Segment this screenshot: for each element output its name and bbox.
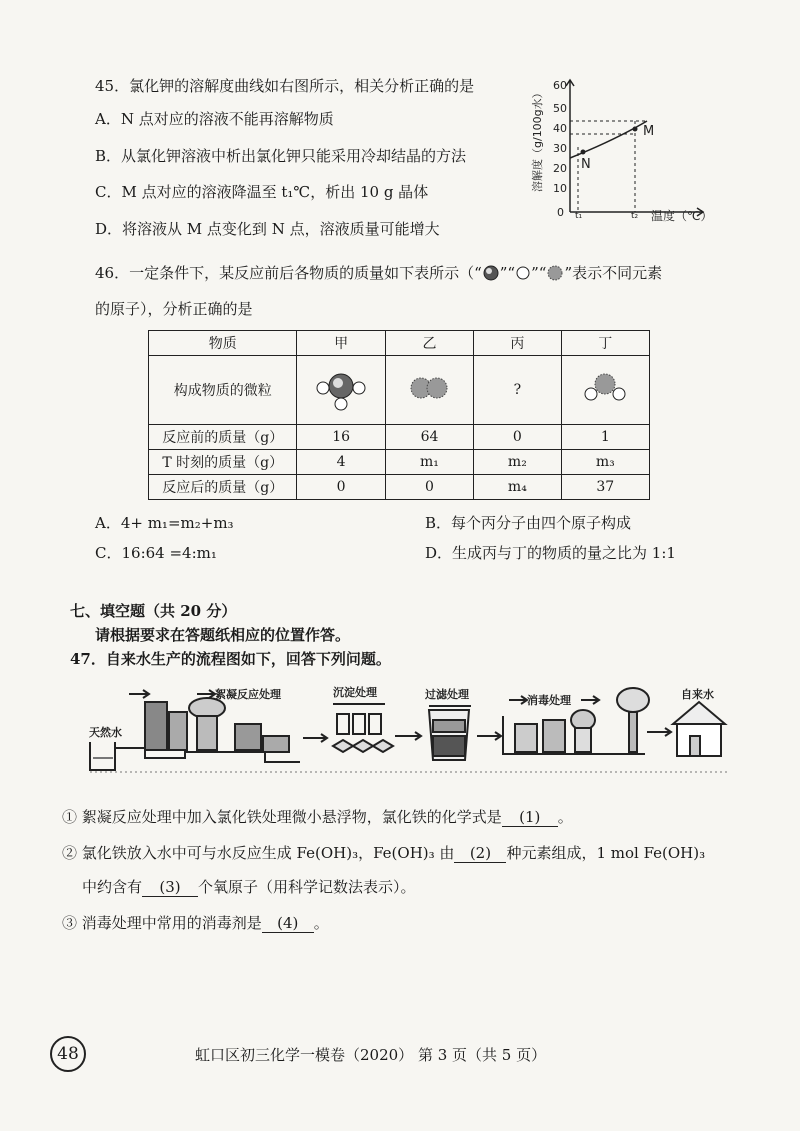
solubility-graph	[515, 72, 755, 232]
jia-molecule-icon	[311, 364, 371, 412]
point-n-label: N	[581, 157, 591, 172]
flow-disinfect: 消毒处理	[527, 694, 571, 707]
flow-sediment: 沉淀处理	[333, 686, 377, 699]
particle-label: 构成物质的微粒	[149, 356, 297, 425]
page-number-badge: 48	[50, 1036, 86, 1072]
q45-stem: 45．氯化钾的溶解度曲线如右图所示，相关分析正确的是	[95, 77, 475, 95]
table-cell: m₁	[385, 450, 473, 475]
q47-item1: ① 絮凝反应处理中加入氯化铁处理微小悬浮物，氯化铁的化学式是 (1) 。	[62, 808, 573, 826]
flow-natural-water: 天然水	[89, 726, 122, 739]
y-tick: 20	[553, 162, 567, 175]
answer-blank-1: (1)	[502, 808, 558, 827]
y-tick: 60	[553, 79, 567, 92]
ding-molecule-icon	[575, 368, 635, 408]
t2-label: t₂	[631, 211, 639, 221]
q47-item2-line2: 中约含有 (3) 个氧原子（用科学记数法表示）。	[82, 878, 416, 896]
table-cell: m₂	[474, 450, 561, 475]
q45-option-b: B．从氯化钾溶液中析出氯化钾只能采用冷却结晶的方法	[95, 147, 467, 165]
footer-text: 虹口区初三化学一模卷（2020） 第 3 页（共 5 页）	[195, 1046, 547, 1064]
q47-item3: ③ 消毒处理中常用的消毒剂是 (4) 。	[62, 914, 329, 932]
q47-item2: ② 氯化铁放入水中可与水反应生成 Fe(OH)₃，Fe(OH)₃ 由 (2) 种元素组成，1 mol Fe(OH)₃	[62, 844, 706, 862]
flow-coag: 絮凝反应处理	[215, 688, 281, 701]
dotted-atom-icon	[546, 265, 564, 281]
header-cell: 乙	[385, 331, 473, 356]
point-n-marker	[581, 150, 586, 155]
point-m-label: M	[643, 124, 655, 139]
y-tick: 40	[553, 122, 567, 135]
table-cell: 4	[297, 450, 385, 475]
particle-bing: ?	[474, 356, 561, 425]
origin-label: 0	[557, 206, 564, 219]
header-cell: 丙	[474, 331, 561, 356]
q45-option-c: C．M 点对应的溶液降温至 t₁℃，析出 10 g 晶体	[95, 183, 429, 201]
table-cell: m₃	[561, 450, 649, 475]
y-tick: 50	[553, 102, 567, 115]
section-title: 七、填空题（共 20 分）	[70, 602, 237, 620]
q46-option-c: C．16:64 =4:m₁	[95, 544, 217, 562]
yi-molecule-icon	[399, 368, 459, 408]
answer-blank-3: (3)	[142, 878, 198, 897]
q47-stem: 47．自来水生产的流程图如下，回答下列问题。	[70, 650, 391, 668]
row-label: T 时刻的质量（g）	[149, 450, 297, 475]
header-cell: 物质	[149, 331, 297, 356]
q46-stem-line2: 的原子），分析正确的是	[95, 300, 253, 318]
header-cell: 丁	[561, 331, 649, 356]
row-label: 反应后的质量（g）	[149, 475, 297, 500]
answer-blank-4: (4)	[262, 914, 314, 933]
particle-yi	[385, 356, 473, 425]
row-label: 反应前的质量（g）	[149, 425, 297, 450]
q45-option-a: A．N 点对应的溶液不能再溶解物质	[95, 110, 334, 128]
answer-blank-2: (2)	[454, 844, 506, 863]
y-tick: 10	[553, 182, 567, 195]
table-cell: 64	[385, 425, 473, 450]
q45-option-d: D．将溶液从 M 点变化到 N 点，溶液质量可能增大	[95, 220, 440, 238]
mass-table	[148, 330, 650, 500]
y-tick: 30	[553, 142, 567, 155]
q46-option-a: A．4+ m₁=m₂+m₃	[95, 514, 234, 532]
white-atom-icon	[515, 265, 531, 281]
flow-filter: 过滤处理	[425, 688, 469, 701]
large-atom-icon	[482, 265, 500, 281]
header-cell: 甲	[297, 331, 385, 356]
section-instruction: 请根据要求在答题纸相应的位置作答。	[95, 626, 351, 644]
q46-option-b: B．每个丙分子由四个原子构成	[425, 514, 632, 532]
table-cell: 0	[474, 425, 561, 450]
table-cell: 1	[561, 425, 649, 450]
y-axis-label: 溶解度（g/100g水）	[531, 87, 544, 192]
t1-label: t₁	[575, 211, 583, 221]
table-cell: 0	[297, 475, 385, 500]
water-flow-diagram	[85, 680, 735, 785]
table-cell: 0	[385, 475, 473, 500]
particle-ding	[561, 356, 649, 425]
point-m-marker	[633, 127, 638, 132]
table-cell: m₄	[474, 475, 561, 500]
q46-option-d: D．生成丙与丁的物质的量之比为 1:1	[425, 544, 676, 562]
flow-tap: 自来水	[681, 688, 714, 701]
table-cell: 16	[297, 425, 385, 450]
x-axis-label: 温度（℃）	[651, 209, 713, 223]
table-cell: 37	[561, 475, 649, 500]
particle-jia	[297, 356, 385, 425]
q46-stem: 46．一定条件下，某反应前后各物质的质量如下表所示（“ ”“ ”“ ”表示不同元素	[95, 264, 663, 282]
